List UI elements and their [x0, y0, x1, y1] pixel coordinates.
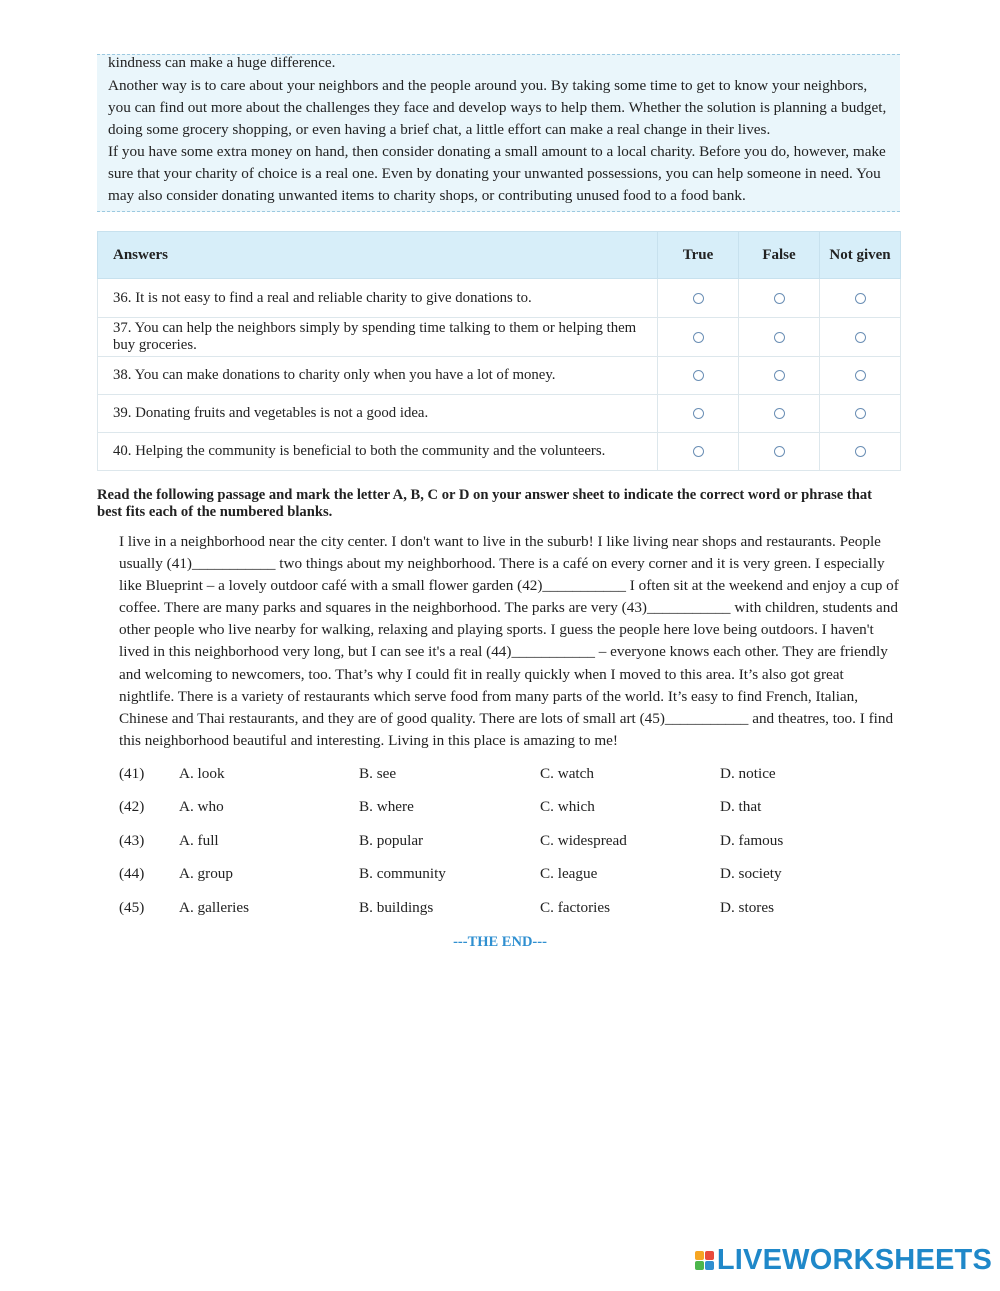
- option-b: B. buildings: [359, 898, 434, 916]
- radio-true[interactable]: [693, 370, 704, 381]
- the-end-label: ---THE END---: [453, 934, 547, 950]
- question-number: (41): [119, 765, 145, 782]
- radio-false[interactable]: [774, 370, 785, 381]
- option-d: D. famous: [720, 831, 784, 849]
- cloze-passage: I live in a neighborhood near the city center. I don't want to live in the suburb! I like living near shops and restaurants. People usually (41)___________ two things about my neighborhood. There is a café on every corner and it is very green. I especially like Blueprint – a lovely outdoor café with a small flower garden (42)___________ I often sit at the weekend and enjoy a cup of coffee. There are many parks and squares in the neighborhood. The parks are very (43)___________ with children, students and other people who live nearby for walking, relaxing and playing sports. I guess the people here love being outdoors. I haven't lived in this neighborhood very long, but I can see it's a real (44)___________ – everyone knows each other. They are friendly and welcoming to newcomers, too. That’s why I could fit in really quickly when I moved to this area. It’s also got great nightlife. There is a variety of restaurants which serve food from many parts of the world. It’s easy to find French, Italian, Chinese and Thai restaurants, and they are of good quality. There are lots of small art (45)___________ and theatres, too. I find this neighborhood beautiful and interesting. Living in this place is amazing to me!: [119, 533, 899, 749]
- question-number: (42): [119, 798, 145, 816]
- radio-true[interactable]: [693, 408, 704, 419]
- logo-block: [695, 1251, 704, 1260]
- table-row: [98, 318, 901, 357]
- header-true: True: [658, 232, 739, 279]
- option-a: A. who: [179, 798, 224, 816]
- table-row: [98, 395, 901, 433]
- option-c: C. which: [540, 798, 595, 816]
- radio-false[interactable]: [774, 293, 785, 304]
- radio-false[interactable]: [774, 332, 785, 343]
- logo-block: [705, 1251, 714, 1260]
- choices-list: [119, 765, 899, 932]
- option-b: B. community: [359, 865, 446, 883]
- choice-row: [119, 798, 899, 831]
- question-text: 37. You can help the neighbors simply by spending time talking to them or helping them buy groceries.: [98, 318, 658, 357]
- radio-not-given[interactable]: [855, 408, 866, 419]
- question-text: 40. Helping the community is beneficial to both the community and the volunteers.: [98, 433, 658, 471]
- question-text: 36. It is not easy to find a real and reliable charity to give donations to.: [98, 279, 658, 318]
- option-a: A. group: [179, 865, 233, 883]
- logo-block: [695, 1261, 704, 1270]
- question-text: 39. Donating fruits and vegetables is not a good idea.: [98, 395, 658, 433]
- option-c: C. watch: [540, 765, 594, 782]
- choice-row: [119, 865, 899, 898]
- reading-passage-box: [97, 54, 900, 212]
- option-b: B. popular: [359, 831, 424, 849]
- passage-paragraph: Another way is to care about your neighbors and the people around you. By taking some time to get to know your neighbors, you can find out more about the challenges they face and develop ways to help them. Whether the solution is planning a budget, doing some grocery shopping, or even having a brief chat, a little effort can make a real change in their lives.: [108, 77, 887, 138]
- option-d: D. stores: [720, 898, 774, 916]
- option-c: C. factories: [540, 898, 611, 916]
- option-d: D. society: [720, 865, 782, 883]
- table-row: [98, 279, 901, 318]
- radio-not-given[interactable]: [855, 293, 866, 304]
- option-a: A. full: [179, 831, 219, 849]
- question-number: (45): [119, 898, 145, 916]
- passage-paragraph: If you have some extra money on hand, then consider donating a small amount to a local charity. Before you do, however, make sure that your charity of choice is a real one. Even by donating your unwanted possessions, you can help someone in need. You may also consider donating unwanted items to charity shops, or contributing unused food to a food bank.: [108, 143, 886, 204]
- question-number: (44): [119, 865, 145, 883]
- radio-false[interactable]: [774, 408, 785, 419]
- cloze-instructions: Read the following passage and mark the letter A, B, C or D on your answer sheet to indicate the correct word or phrase that best fits each of the numbered blanks.: [97, 487, 873, 520]
- radio-not-given[interactable]: [855, 332, 866, 343]
- radio-true[interactable]: [693, 293, 704, 304]
- choice-row: [119, 765, 899, 798]
- option-d: D. notice: [720, 765, 776, 782]
- table-row: [98, 357, 901, 395]
- passage-paragraph: kindness can make a huge difference.: [108, 54, 336, 71]
- radio-not-given[interactable]: [855, 370, 866, 381]
- header-answers: Answers: [98, 232, 658, 279]
- option-c: C. widespread: [540, 831, 627, 849]
- question-number: (43): [119, 831, 145, 849]
- option-c: C. league: [540, 865, 598, 883]
- logo-blocks-icon: [695, 1251, 714, 1270]
- header-false: False: [739, 232, 820, 279]
- question-text: 38. You can make donations to charity only when you have a lot of money.: [98, 357, 658, 395]
- radio-true[interactable]: [693, 446, 704, 457]
- radio-false[interactable]: [774, 446, 785, 457]
- radio-true[interactable]: [693, 332, 704, 343]
- option-a: A. galleries: [179, 898, 250, 916]
- header-not-given: Not given: [820, 232, 901, 279]
- true-false-table: [97, 231, 901, 471]
- liveworksheets-logo: [695, 1244, 992, 1277]
- choice-row: [119, 832, 899, 865]
- choice-row: [119, 899, 899, 932]
- table-header-row: [98, 232, 901, 279]
- table-row: [98, 433, 901, 471]
- option-b: B. where: [359, 798, 414, 816]
- option-b: B. see: [359, 765, 397, 782]
- option-d: D. that: [720, 798, 762, 816]
- radio-not-given[interactable]: [855, 446, 866, 457]
- logo-text: LIVEWORKSHEETS: [716, 1244, 992, 1276]
- logo-block: [705, 1261, 714, 1270]
- option-a: A. look: [179, 765, 225, 782]
